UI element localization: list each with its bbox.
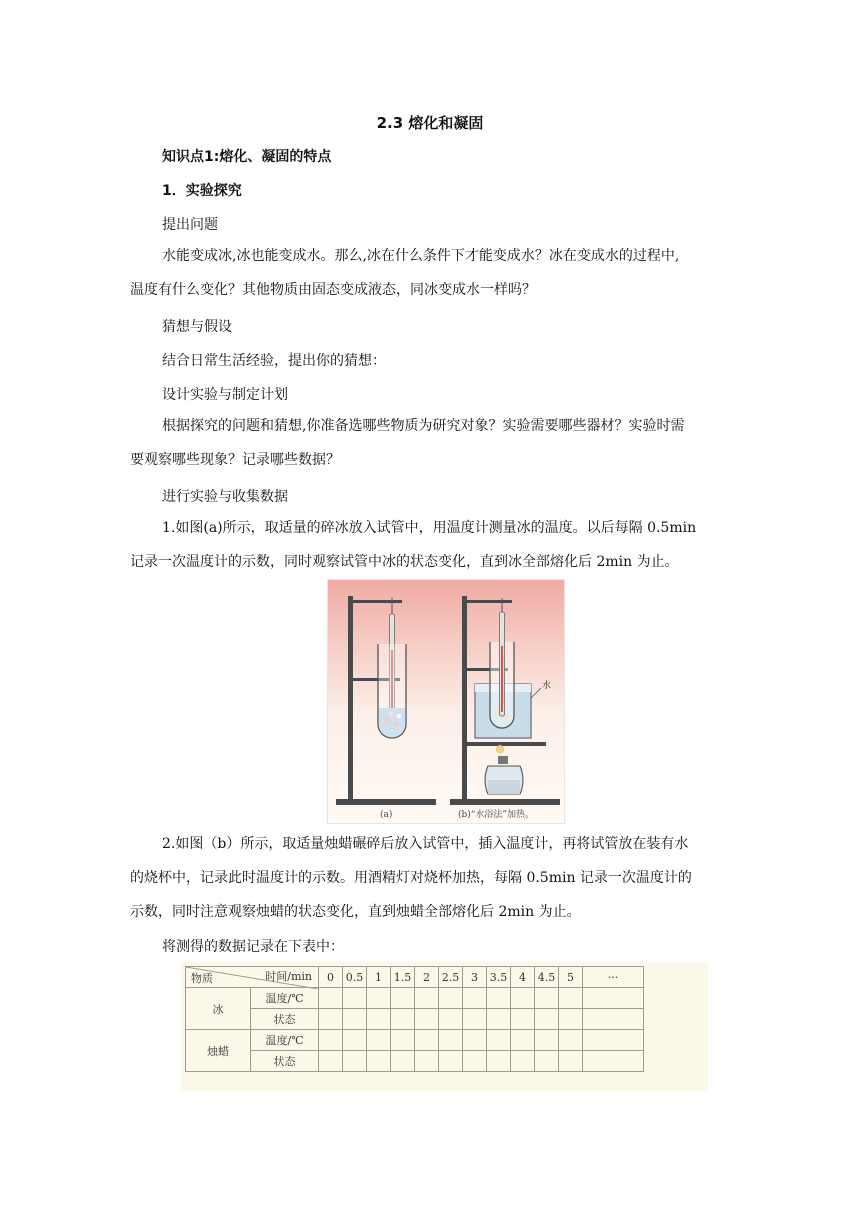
table-row [186,1051,644,1072]
data-table-image [181,962,708,1091]
data-cell [463,1030,487,1051]
data-cell [559,1009,583,1030]
paragraph-line: 1.如图(a)所示，取适量的碎冰放入试管中，用温度计测量冰的温度。以后每隔 0.5min [162,520,697,536]
data-cell [463,1051,487,1072]
design-paragraph [130,409,730,477]
data-cell [511,1009,535,1030]
data-cell [583,1009,644,1030]
header-substance: 物质 [191,972,213,985]
step2-paragraph [130,827,730,929]
data-cell [391,1051,415,1072]
data-table [185,966,644,1072]
data-cell [367,1051,391,1072]
data-cell [535,1009,559,1030]
data-cell [535,988,559,1009]
data-cell [559,1030,583,1051]
paragraph-line: 温度有什么变化？其他物质由固态变成液态，同冰变成水一样吗？ [130,282,536,298]
data-cell [439,988,463,1009]
data-cell [583,1051,644,1072]
data-cell [583,988,644,1009]
data-cell [415,1009,439,1030]
apparatus-illustration [328,580,564,823]
data-cell [343,988,367,1009]
data-cell [559,1051,583,1072]
table-row [186,1030,644,1051]
paragraph-line: 示数，同时注意观察烛蜡的状态变化，直到烛蜡全部熔化后 2min 为止。 [130,904,581,920]
data-cell [319,1009,343,1030]
row-item-cell: 状态 [251,1009,319,1030]
data-cell [559,988,583,1009]
table-row [186,988,644,1009]
table-header-row [186,967,644,988]
data-cell [391,1030,415,1051]
time-header-cell: 1.5 [391,967,415,988]
data-cell [535,1030,559,1051]
conduct-heading: 进行实验与收集数据 [162,489,288,505]
thermometer-b [500,598,505,716]
paragraph-line: 2.如图（b）所示，取适量烛蜡碾碎后放入试管中，插入温度计，再将试管放在装有水 [162,836,689,852]
data-cell [415,1051,439,1072]
data-cell [463,1009,487,1030]
data-cell [511,1030,535,1051]
data-cell [439,1009,463,1030]
paragraph-line: 记录一次温度计的示数，同时观察试管中冰的状态变化，直到冰全部熔化后 2min 为止。 [130,554,679,570]
header-time: 时间/min [265,970,312,983]
data-cell [319,988,343,1009]
raise-question-paragraph [130,239,730,307]
paragraph-line: 要观察哪些现象？记录哪些数据？ [130,452,340,468]
data-cell [511,1051,535,1072]
time-header-cell: 4 [511,967,535,988]
data-cell [439,1051,463,1072]
hypothesis-heading: 猜想与假设 [162,319,232,335]
substance-cell: 冰 [186,988,251,1030]
time-header-cell: ··· [583,967,644,988]
page-title: 2.3 熔化和凝固 [376,114,484,132]
data-cell [487,1051,511,1072]
row-item-cell: 温度/℃ [251,1030,319,1051]
data-cell [487,1009,511,1030]
section-heading: 1．实验探究 [162,183,242,199]
data-cell [487,1030,511,1051]
data-cell [343,1030,367,1051]
data-cell [415,988,439,1009]
substance-cell: 烛蜡 [186,1030,251,1072]
data-cell [415,1030,439,1051]
design-heading: 设计实验与制定计划 [162,387,288,403]
data-cell [391,988,415,1009]
row-item-cell: 温度/℃ [251,988,319,1009]
data-cell [511,988,535,1009]
caption-a: (a) [380,810,393,820]
time-header-cell: 1 [367,967,391,988]
data-cell [319,1051,343,1072]
caption-b: (b)“水浴法”加热。 [458,810,534,820]
time-header-cell: 2 [415,967,439,988]
alcohol-lamp [485,745,523,794]
time-header-cell: 2.5 [439,967,463,988]
data-cell [463,988,487,1009]
step1-paragraph [130,511,730,579]
data-cell [391,1009,415,1030]
data-cell [367,1030,391,1051]
diagonal-header-cell [186,967,319,988]
data-cell [343,1009,367,1030]
paragraph-line: 水能变成冰,冰也能变成水。那么,冰在什么条件下才能变成水？冰在变成水的过程中, [162,248,680,264]
data-cell [319,1030,343,1051]
data-cell [535,1051,559,1072]
record-instruction: 将测得的数据记录在下表中： [162,939,344,955]
raise-question-heading: 提出问题 [162,217,218,233]
time-header-cell: 0.5 [343,967,367,988]
hypothesis-text: 结合日常生活经验，提出你的猜想： [162,353,386,369]
table-row [186,1009,644,1030]
knowledge-point-heading: 知识点1:熔化、凝固的特点 [162,149,332,165]
time-header-cell: 5 [559,967,583,988]
paragraph-line: 根据探究的问题和猜想,你准备选哪些物质为研究对象？实验需要哪些器材？实验时需 [162,418,685,434]
time-header-cell: 4.5 [535,967,559,988]
time-header-cell: 0 [319,967,343,988]
time-header-cell: 3.5 [487,967,511,988]
experiment-figure [327,579,565,824]
time-header-cell: 3 [463,967,487,988]
water-label: 水 [542,681,552,691]
row-item-cell: 状态 [251,1051,319,1072]
data-cell [343,1051,367,1072]
data-cell [367,1009,391,1030]
test-tube-a [378,644,406,738]
paragraph-line: 的烧杯中，记录此时温度计的示数。用酒精灯对烧杯加热，每隔 0.5min 记录一次温度计的 [130,870,692,886]
data-cell [583,1030,644,1051]
data-cell [367,988,391,1009]
data-cell [487,988,511,1009]
data-cell [439,1030,463,1051]
